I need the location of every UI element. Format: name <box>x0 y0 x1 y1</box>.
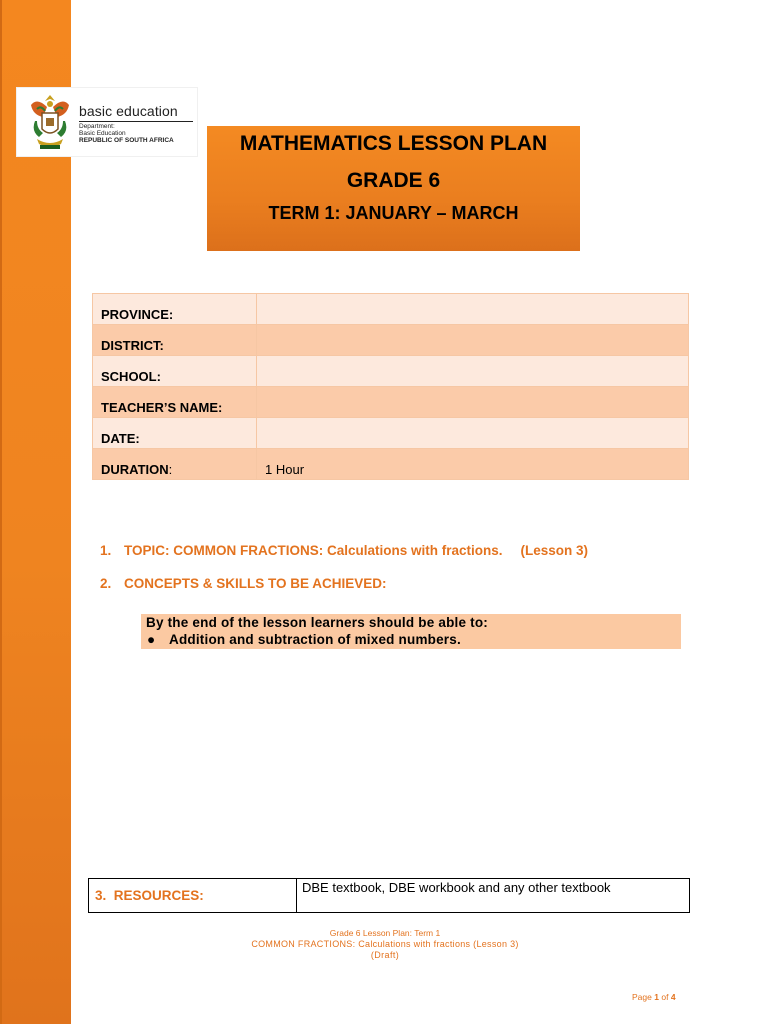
footer-line-2: COMMON FRACTIONS: Calculations with fractions (Lesson 3) <box>251 939 519 949</box>
topic-heading <box>100 543 588 558</box>
page-of: of <box>661 992 669 1002</box>
objectives-box <box>141 614 681 649</box>
table-row <box>89 879 690 913</box>
title-banner <box>207 126 580 251</box>
grade-heading: GRADE 6 <box>346 169 441 192</box>
objective-item-text: Addition and subtraction of mixed numbers. <box>169 632 461 647</box>
concepts-text: CONCEPTS & SKILLS TO BE ACHIEVED: <box>124 576 387 591</box>
document-title: MATHEMATICS LESSON PLAN <box>239 132 548 155</box>
concepts-number: 2. <box>100 576 112 591</box>
department-logo <box>16 87 198 157</box>
duration-label <box>93 449 257 480</box>
duration-value: 1 Hour <box>257 449 689 480</box>
concepts-heading <box>100 576 387 591</box>
duration-label-colon: : <box>168 462 173 477</box>
coat-of-arms-icon <box>23 91 77 153</box>
table-row <box>93 418 689 449</box>
footer-line-3: (Draft) <box>370 950 400 960</box>
lesson-info-table <box>92 293 689 480</box>
province-label: PROVINCE: <box>93 294 257 325</box>
resources-number: 3. <box>95 888 107 903</box>
objectives-intro: By the end of the lesson learners should be able to: <box>146 615 488 630</box>
topic-number: 1. <box>100 543 112 558</box>
school-label: SCHOOL: <box>93 356 257 387</box>
table-row <box>93 387 689 418</box>
teacher-name-value <box>257 387 689 418</box>
resources-table <box>88 878 690 913</box>
province-value <box>257 294 689 325</box>
resources-label-text: RESOURCES: <box>113 888 204 903</box>
district-label: DISTRICT: <box>93 325 257 356</box>
resources-value: DBE textbook, DBE workbook and any other textbook <box>297 879 690 913</box>
table-row <box>93 449 689 480</box>
topic-text: TOPIC: COMMON FRACTIONS: Calculations with fractions. <box>124 543 503 558</box>
date-value <box>257 418 689 449</box>
page-number <box>632 992 676 1002</box>
page-current: 1 <box>654 992 659 1002</box>
logo-department-line: Department: <box>79 123 115 130</box>
school-value <box>257 356 689 387</box>
logo-title: basic education <box>79 103 178 119</box>
table-row <box>93 356 689 387</box>
district-value <box>257 325 689 356</box>
logo-republic-line: REPUBLIC OF SOUTH AFRICA <box>79 137 174 144</box>
resources-label <box>89 879 297 913</box>
teacher-name-label: TEACHER’S NAME: <box>93 387 257 418</box>
page-label: Page <box>632 992 652 1002</box>
page-total: 4 <box>670 992 676 1002</box>
logo-basic-education-line: Basic Education <box>79 130 126 137</box>
topic-lesson: (Lesson 3) <box>520 543 589 558</box>
logo-divider <box>79 121 193 122</box>
table-row <box>93 294 689 325</box>
date-label: DATE: <box>93 418 257 449</box>
duration-label-text: DURATION <box>101 462 169 477</box>
bullet-icon: ● <box>147 632 156 647</box>
footer-line-1: Grade 6 Lesson Plan: Term 1 <box>329 928 441 938</box>
objective-item <box>147 632 461 647</box>
term-heading: TERM 1: JANUARY – MARCH <box>268 203 519 223</box>
table-row <box>93 325 689 356</box>
